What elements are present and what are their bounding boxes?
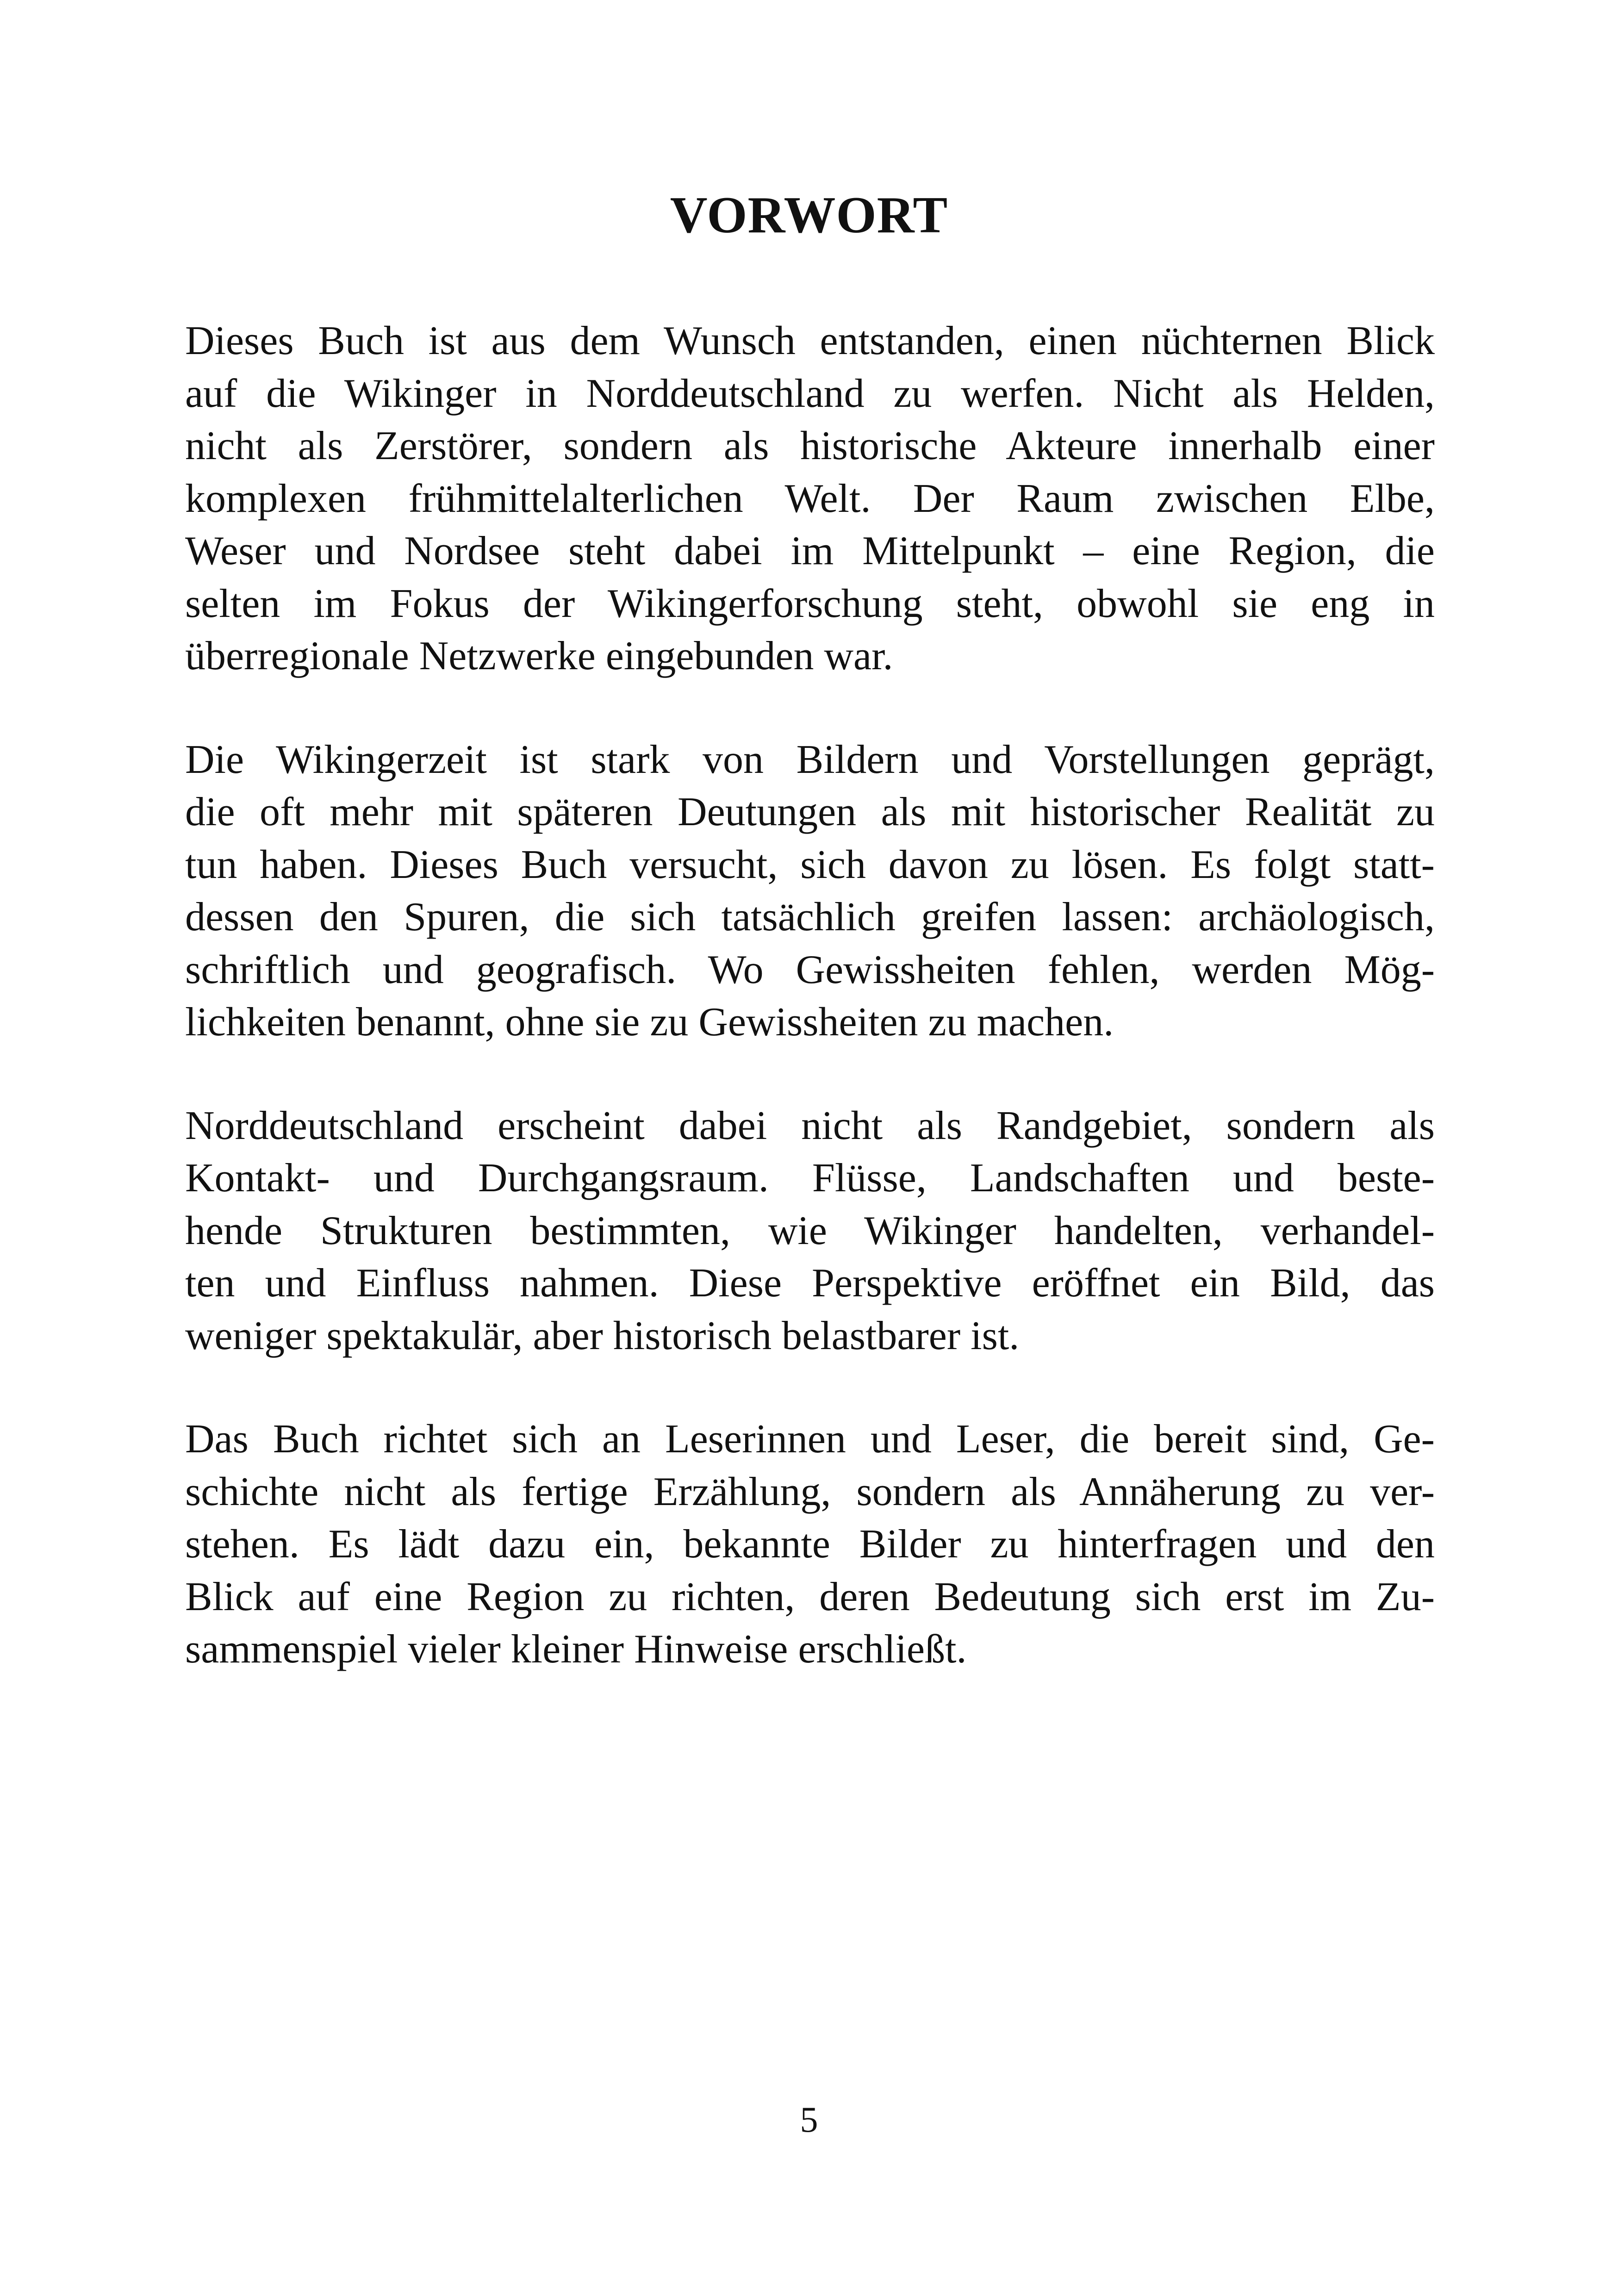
text-line: ten und Einfluss nahmen. Diese Perspektive eröffnet ein Bild, das [185,1261,1435,1306]
paragraph-3 [185,1100,1435,1363]
text-line: Weser und Nordsee steht dabei im Mittelpunkt – eine Region, die [185,529,1435,573]
text-line: Blick auf eine Region zu richten, deren Bedeutung sich erst im Zu- [185,1574,1435,1619]
text-line: Kontakt- und Durchgangsraum. Flüsse, Landschaften und beste- [185,1156,1435,1201]
page-title: VORWORT [670,187,948,244]
text-line: tun haben. Dieses Buch versucht, sich davon zu lösen. Es folgt statt- [185,842,1435,887]
text-line: Norddeutschland erscheint dabei nicht als Randgebiet, sondern als [185,1103,1435,1148]
text-line: weniger spektakulär, aber historisch belastbarer ist. [185,1313,1020,1358]
text-line: sammenspiel vieler kleiner Hinweise erschließt. [185,1627,967,1672]
text-line: Das Buch richtet sich an Leserinnen und Leser, die bereit sind, Ge- [185,1417,1435,1462]
paragraph-2 [185,734,1435,1049]
text-line: komplexen frühmittelalterlichen Welt. Der Raum zwischen Elbe, [185,476,1435,521]
text-line: stehen. Es lädt dazu ein, bekannte Bilder zu hinterfragen und den [185,1522,1435,1567]
text-line: auf die Wikinger in Norddeutschland zu werfen. Nicht als Helden, [185,371,1435,416]
text-line: selten im Fokus der Wikingerforschung steht, obwohl sie eng in [185,581,1435,626]
text-line: dessen den Spuren, die sich tatsächlich greifen lassen: archäologisch, [185,895,1435,940]
text-line: nicht als Zerstörer, sondern als historische Akteure innerhalb einer [185,423,1435,468]
paragraph-4 [185,1413,1435,1676]
body-text [185,315,1435,1727]
text-line: Dieses Buch ist aus dem Wunsch entstanden, einen nüchternen Blick [185,318,1435,363]
text-line: überregionale Netzwerke eingebunden war. [185,634,893,678]
paragraph-1 [185,315,1435,683]
text-line: schichte nicht als fertige Erzählung, sondern als Annäherung zu ver- [185,1469,1435,1514]
text-line: die oft mehr mit späteren Deutungen als mit historischer Realität zu [185,790,1435,834]
text-line: Die Wikingerzeit ist stark von Bildern und Vorstellungen geprägt, [185,737,1435,782]
text-line: hende Strukturen bestimmten, wie Wikinger handelten, verhandel- [185,1208,1435,1253]
page-number: 5 [800,2099,818,2140]
text-line: lichkeiten benannt, ohne sie zu Gewissheiten zu machen. [185,1000,1114,1045]
text-line: schriftlich und geografisch. Wo Gewissheiten fehlen, werden Mög- [185,947,1435,992]
